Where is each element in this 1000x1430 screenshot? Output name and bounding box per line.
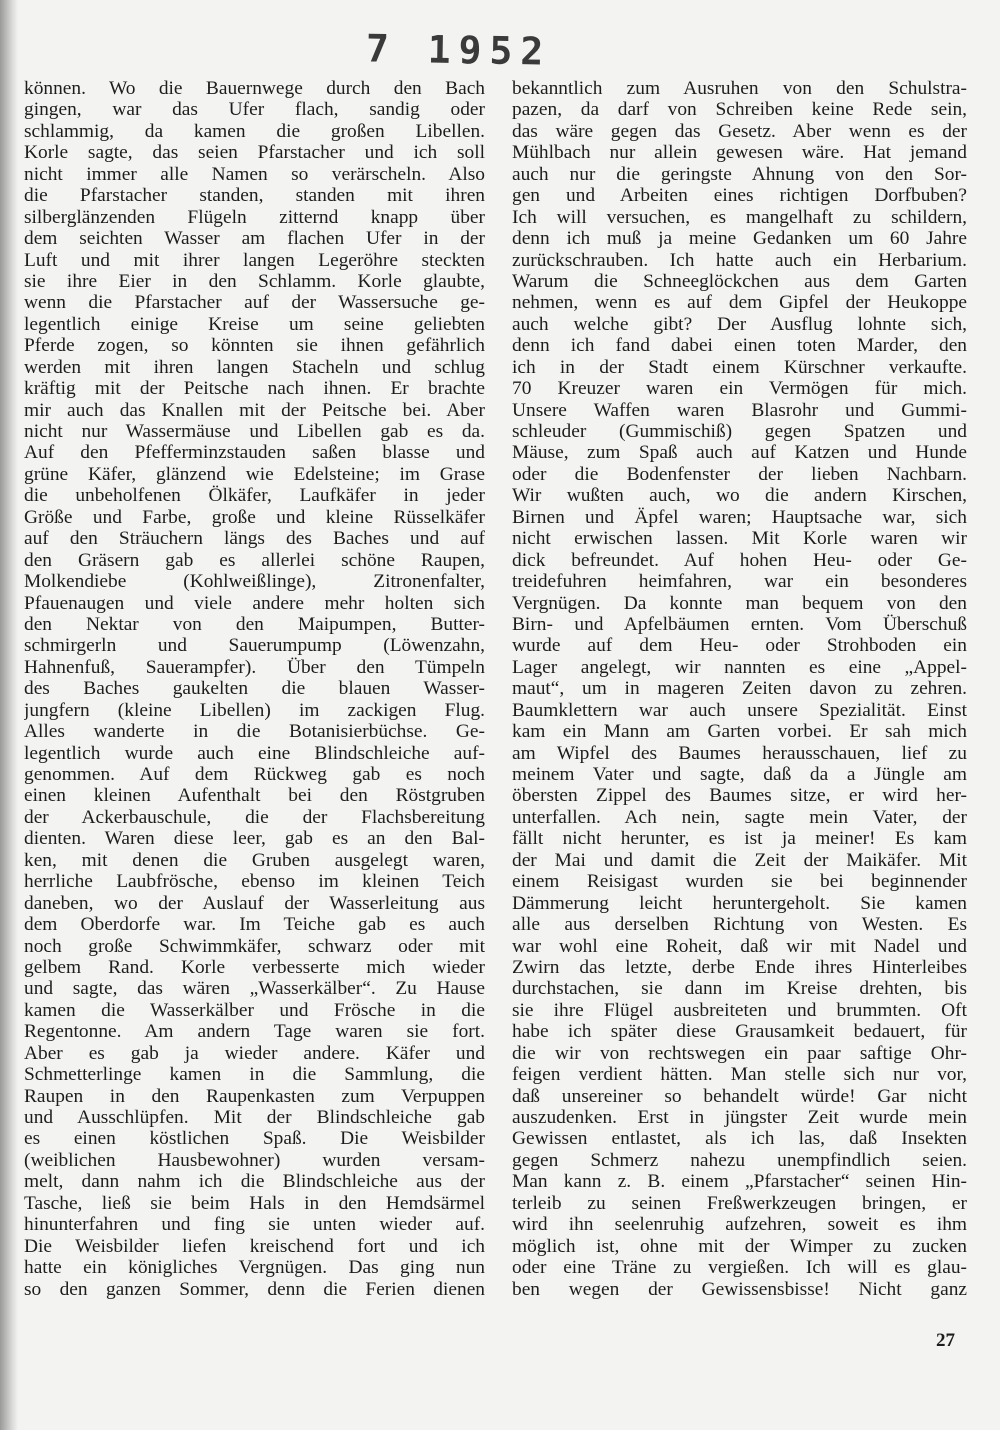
text-line: Gewissen entlastet, als ich las, daß Insekten xyxy=(512,1128,967,1150)
text-line: wenn die Pfarstacher auf der Wassersuche ge- xyxy=(24,292,485,314)
text-line: sie ihre Flügel ausbreiteten und brummten. Oft xyxy=(512,999,967,1021)
text-line: oder eine Träne zu vergießen. Ich will es glau- xyxy=(512,1257,967,1279)
text-line: die Pfarstacher standen, standen mit ihren xyxy=(24,185,485,207)
text-line: terleib zu seinen Freßwerkzeugen bringen, er xyxy=(512,1192,967,1214)
text-line: ken, mit denen die Gruben ausgelegt waren, xyxy=(24,849,485,871)
text-line: Molkendiebe (Kohlweißlinge), Zitronenfalter, xyxy=(24,571,485,593)
text-line: und sagte, das wären „Wasserkälber“. Zu Hause xyxy=(24,978,485,1000)
text-line: die wir von rechtswegen ein paar saftige Ohr- xyxy=(512,1042,967,1064)
text-line: noch große Schwimmkäfer, schwarz oder mit xyxy=(24,935,485,957)
text-line: nehmen, wenn es auf dem Gipfel der Heukoppe xyxy=(512,292,967,314)
text-line: die unbeholfenen Ölkäfer, Laufkäfer in jeder xyxy=(24,485,485,507)
text-line: Alles wanderte in die Botanisierbüchse. Ge- xyxy=(24,721,485,743)
text-line: öbersten Zippel des Baumes sitze, er wird her- xyxy=(512,785,967,807)
text-line: bekanntlich zum Ausruhen von den Schulstra- xyxy=(512,78,967,99)
text-line: Korle sagte, das seien Pfarstacher und ich soll xyxy=(24,142,485,164)
text-line: hatte ein königliches Vergnügen. Das ging nun xyxy=(24,1257,485,1279)
text-line: werden mit ihren langen Stacheln und schlug xyxy=(24,356,485,378)
text-line: silberglänzenden Flügeln zitternd knapp über xyxy=(24,206,485,228)
text-line: der Ackerbauschule, die der Flachsbereitung xyxy=(24,806,485,828)
text-line: es einen köstlichen Spaß. Die Weisbilder xyxy=(24,1128,485,1150)
text-line: schlammig, da kamen die großen Libellen. xyxy=(24,120,485,142)
text-line: denn ich fand dabei einen toten Marder, den xyxy=(512,335,967,357)
text-line: nicht nur Wassermäuse und Libellen gab es da. xyxy=(24,421,485,442)
text-line: herrliche Laubfrösche, ebenso im kleinen Teich xyxy=(24,871,485,893)
text-line: jungfern (kleine Libellen) im zackigen Flug. xyxy=(24,699,485,721)
text-line: (weiblichen Hausbewohner) wurden versam- xyxy=(24,1149,485,1171)
text-line: gingen, war das Ufer flach, sandig oder xyxy=(24,99,485,121)
text-line: dem seichten Wasser am flachen Ufer in der xyxy=(24,228,485,250)
text-line: kamen die Wasserkälber und Frösche in die xyxy=(24,999,485,1021)
text-line: Zwirn das letzte, derbe Ende ihres Hinterleibes xyxy=(512,956,967,978)
text-line: daneben, wo der Auslauf der Wasserleitung aus xyxy=(24,892,485,914)
text-line: Schmetterlinge kamen in die Sammlung, die xyxy=(24,1064,485,1086)
text-line: maut“, um in mageren Zeiten davon zu zehren. xyxy=(512,678,967,700)
text-line: schmirgerln und Sauerumpump (Löwenzahn, xyxy=(24,635,485,657)
text-column-left xyxy=(24,78,485,1300)
text-line: nicht erwischen lassen. Mit Korle waren wir xyxy=(512,528,967,550)
text-line: Baumklettern war auch unsere Spezialität. Einst xyxy=(512,699,967,721)
text-line: alle aus derselben Richtung von Westen. Es xyxy=(512,914,967,936)
text-line: wurde auf dem Heu- oder Strohboden ein xyxy=(512,635,967,657)
text-line: schleuder (Gummischiß) gegen Spatzen und xyxy=(512,421,967,442)
text-column-right xyxy=(512,78,967,1300)
text-line: möglich ist, ohne mit der Wimper zu zucken xyxy=(512,1235,967,1257)
page-gutter-shadow xyxy=(0,0,18,1430)
text-line: genommen. Auf dem Rückweg gab es noch xyxy=(24,764,485,785)
text-line: ich in der Stadt einem Kürschner verkaufte. xyxy=(512,356,967,378)
text-line: nicht immer alle Namen so verärscheln. Also xyxy=(24,163,485,185)
text-line: melt, dann nahm ich die Blindschleiche aus der xyxy=(24,1171,485,1193)
text-line: Mühlbach nur allein gewesen wäre. Hat jemand xyxy=(512,142,967,164)
text-line: den Nektar von den Maipumpen, Butter- xyxy=(24,613,485,635)
text-line: Mäuse, zum Spaß auch auf Katzen und Hunde xyxy=(512,442,967,464)
text-line: Man kann z. B. einem „Pfarstacher“ seinen Hin- xyxy=(512,1171,967,1193)
text-line: einen kleinen Aufenthalt bei den Röstgruben xyxy=(24,785,485,807)
text-line: können. Wo die Bauernwege durch den Bach xyxy=(24,78,485,99)
text-line: Regentonne. Am andern Tage waren sie fort. xyxy=(24,1021,485,1043)
text-line: ben wegen der Gewissensbisse! Nicht ganz xyxy=(512,1278,967,1300)
text-line: gen und Arbeiten eines richtigen Dorfbuben? xyxy=(512,185,967,207)
text-line: oder die Bodenfenster der lieben Nachbarn. xyxy=(512,463,967,485)
text-line: Größe und Farbe, große und kleine Rüsselkäfer xyxy=(24,506,485,528)
text-line: Birnen und Äpfel waren; Hauptsache war, sich xyxy=(512,506,967,528)
text-line: Unsere Waffen waren Blasrohr und Gummi- xyxy=(512,399,967,421)
text-line: treidefuhren heimfahren, war ein besonderes xyxy=(512,571,967,593)
text-line: zurückschrauben. Ich hatte auch ein Herbarium. xyxy=(512,249,967,271)
issue-stamp: 7 1952 xyxy=(365,26,552,74)
text-line: mir auch das Knallen mit der Peitsche bei. Aber xyxy=(24,399,485,421)
text-line: habe ich später diese Grausamkeit bedauert, für xyxy=(512,1021,967,1043)
text-line: Dämmerung leicht heruntergeholt. Sie kamen xyxy=(512,892,967,914)
text-line: auszudenken. Erst in jüngster Zeit wurde mein xyxy=(512,1107,967,1128)
text-line: das wäre gegen das Gesetz. Aber wenn es der xyxy=(512,120,967,142)
text-line: am Wipfel des Baumes herausschauen, lief zu xyxy=(512,742,967,764)
text-line: Pfauenaugen und viele andere mehr holten sich xyxy=(24,592,485,614)
text-line: war wohl eine Roheit, daß wir mit Nadel und xyxy=(512,935,967,957)
text-line: Tasche, ließ sie beim Hals in den Hemdsärmel xyxy=(24,1192,485,1214)
text-line: Pferde zogen, so könnten sie ihnen gefährlich xyxy=(24,335,485,357)
text-line: auch welche gibt? Der Ausflug lohnte sich, xyxy=(512,313,967,335)
text-line: Aber es gab ja wieder andere. Käfer und xyxy=(24,1042,485,1064)
text-line: auf den Sträuchern längs des Baches und auf xyxy=(24,528,485,550)
text-line: unterfallen. Ach nein, sagte mein Vater, der xyxy=(512,806,967,828)
text-line: Ich will versuchen, es mangelhaft zu schildern, xyxy=(512,206,967,228)
text-line: 70 Kreuzer waren ein Vermögen für mich. xyxy=(512,378,967,400)
text-line: Hahnenfuß, Sauerampfer). Über den Tümpeln xyxy=(24,656,485,678)
text-line: sie ihre Eier in den Schlamm. Korle glaubte, xyxy=(24,270,485,292)
text-line: Die Weisbilder liefen kreischend fort und ich xyxy=(24,1235,485,1257)
text-line: denn ich muß ja meine Gedanken um 60 Jahre xyxy=(512,228,967,250)
text-line: kräftig mit der Peitsche nach ihnen. Er brachte xyxy=(24,378,485,400)
text-line: dem Oberdorfe war. Im Teiche gab es auch xyxy=(24,914,485,936)
text-line: pazen, da darf von Schreiben keine Rede sein, xyxy=(512,99,967,121)
text-line: gegen Schmerz nahezu unempfindlich seien. xyxy=(512,1149,967,1171)
text-line: einem Reisigast wurden sie bei beginnender xyxy=(512,871,967,893)
text-line: Wir wußten auch, wo die andern Kirschen, xyxy=(512,485,967,507)
text-line: Birn- und Apfelbäumen ernten. Vom Überschuß xyxy=(512,613,967,635)
text-line: legentlich wurde auch eine Blindschleiche auf- xyxy=(24,742,485,764)
text-line: so den ganzen Sommer, denn die Ferien dienen xyxy=(24,1278,485,1300)
text-line: der Mai und damit die Zeit der Maikäfer. Mit xyxy=(512,849,967,871)
text-line: dienten. Waren diese leer, gab es an den Bal- xyxy=(24,828,485,850)
text-line: durchstachen, sie dann im Kreise drehten, bis xyxy=(512,978,967,1000)
text-line: wird ihn seelenruhig aufzehren, soweit es ihm xyxy=(512,1214,967,1236)
text-line: grüne Käfer, glänzend wie Edelsteine; im Grase xyxy=(24,463,485,485)
text-line: dick befreundet. Auf hohen Heu- oder Ge- xyxy=(512,549,967,571)
text-line: hinunterfahren und fing sie unten wieder auf. xyxy=(24,1214,485,1236)
text-line: den Gräsern gab es allerlei schöne Raupen, xyxy=(24,549,485,571)
text-line: kam ein Mann am Garten vorbei. Er sah mich xyxy=(512,721,967,743)
text-line: feigen verdient hätten. Man stelle sich nur vor, xyxy=(512,1064,967,1086)
page-number: 27 xyxy=(936,1330,955,1351)
text-line: Lager angelegt, wir nannten es eine „Appel- xyxy=(512,656,967,678)
text-line: Luft und mit ihrer langen Legeröhre steckten xyxy=(24,249,485,271)
text-line: gelbem Rand. Korle verbesserte mich wieder xyxy=(24,956,485,978)
text-line: fällt nicht herunter, es ist ja meiner! Es kam xyxy=(512,828,967,850)
text-line: auch nur die geringste Ahnung von den Sor- xyxy=(512,163,967,185)
text-line: Vergnügen. Da konnte man bequem von den xyxy=(512,592,967,614)
text-line: legentlich einige Kreise um seine geliebten xyxy=(24,313,485,335)
text-line: daß unsereiner so behandelt würde! Gar nicht xyxy=(512,1085,967,1107)
text-line: Raupen in den Raupenkasten zum Verpuppen xyxy=(24,1085,485,1107)
text-line: Auf den Pfefferminzstauden saßen blasse und xyxy=(24,442,485,464)
text-line: meinem Vater und sagte, daß da a Jüngle am xyxy=(512,764,967,785)
text-line: Warum die Schneeglöckchen aus dem Garten xyxy=(512,270,967,292)
text-line: des Baches gaukelten die blauen Wasser- xyxy=(24,678,485,700)
text-line: und Ausschlüpfen. Mit der Blindschleiche gab xyxy=(24,1107,485,1128)
